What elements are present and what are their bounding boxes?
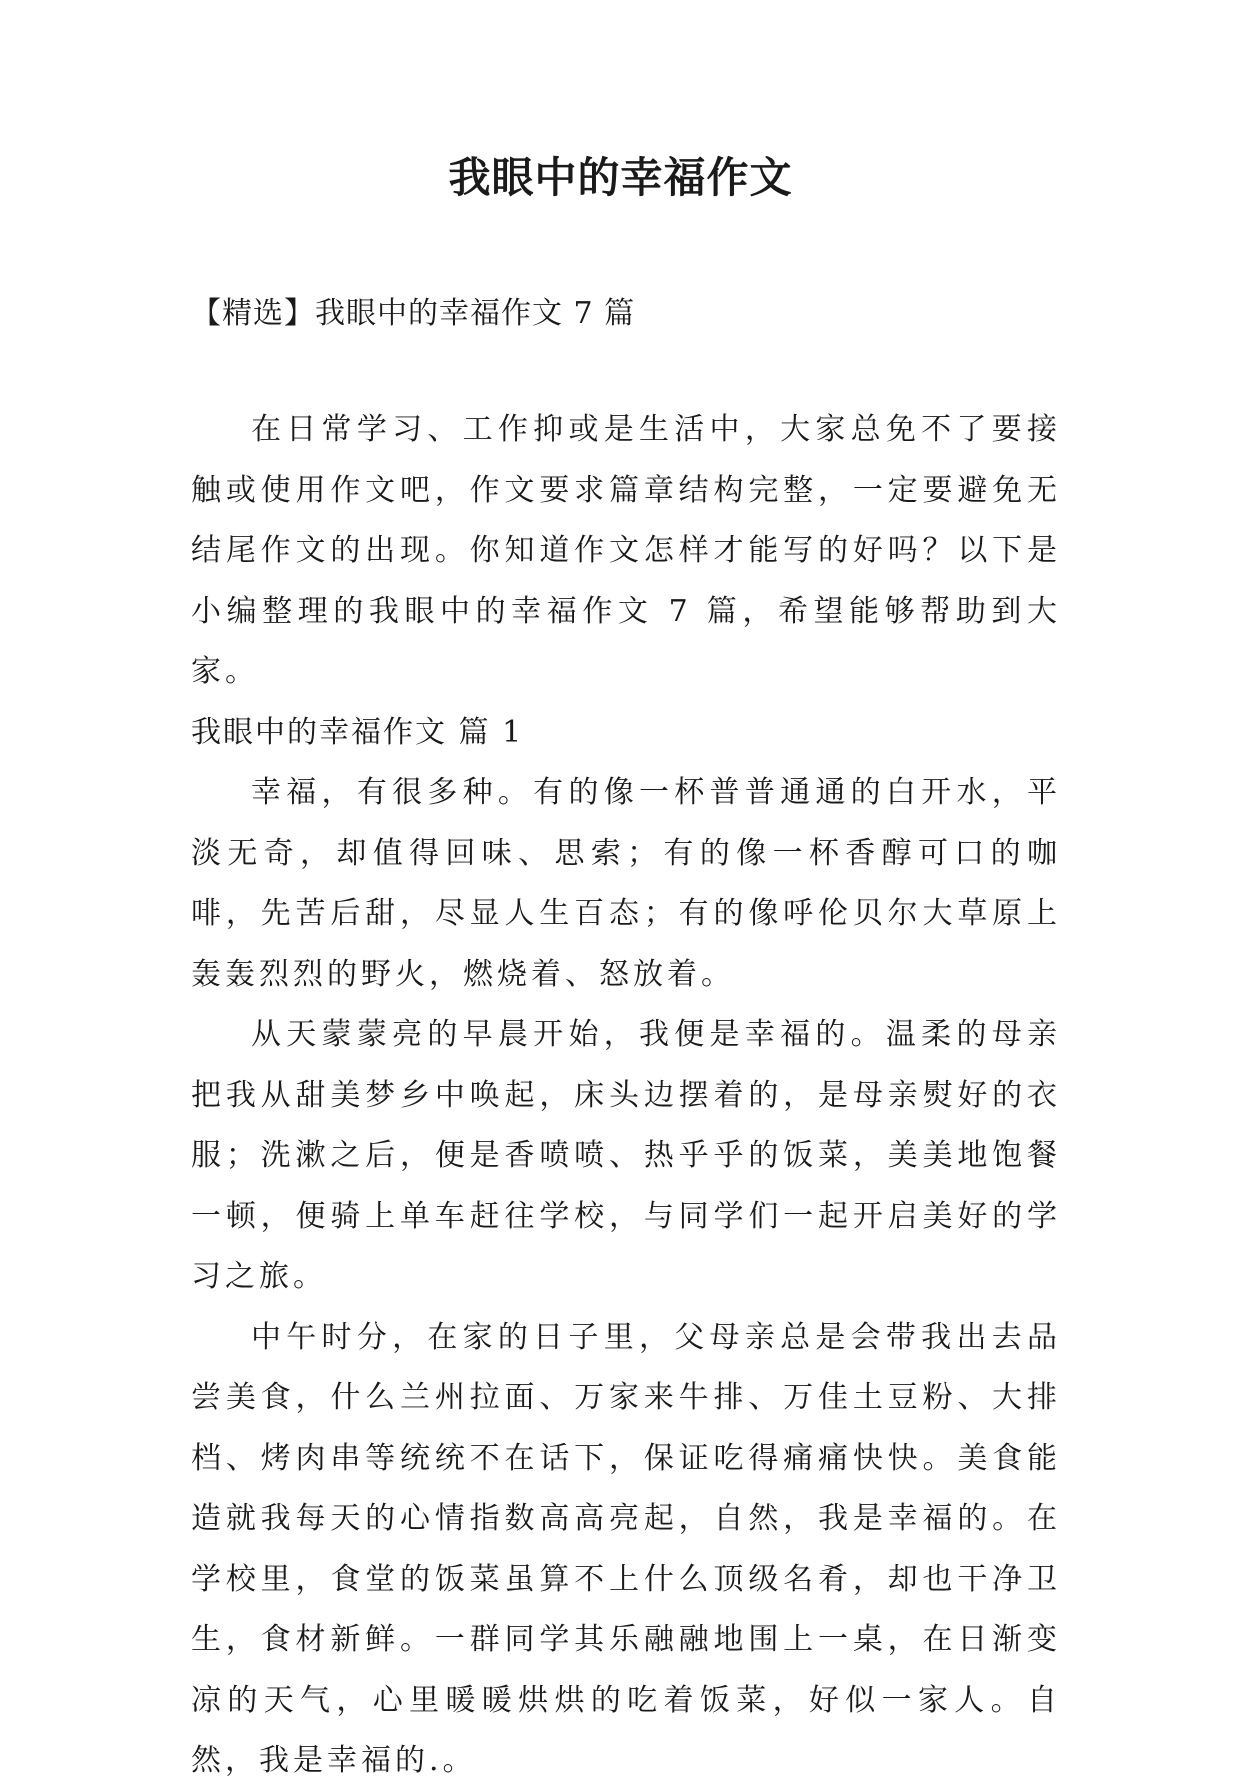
document-body xyxy=(191,400,1061,1792)
document-title: 我眼中的幸福作文 xyxy=(448,153,793,202)
body-paragraph: 中午时分，在家的日子里，父母亲总是会带我出去品尝美食，什么兰州拉面、万家来牛排、万佳土豆粉、大排档、烤肉串等统统不在话下，保证吃得痛痛快快。美食能造就我每天的心情指数高高亮起，自然，我是幸福的。在学校里，食堂的饭菜虽算不上什么顶级名肴，却也干净卫生，食材新鲜。一群同学其乐融融地围上一桌，在日渐变凉的天气，心里暖暖烘烘的吃着饭菜，好似一家人。自然，我是幸福的.。 xyxy=(191,1319,1061,1778)
document-subtitle: 【精选】我眼中的幸福作文 7 篇 xyxy=(191,296,636,331)
body-paragraph: 幸福，有很多种。有的像一杯普普通通的白开水，平淡无奇，却值得回味、思索；有的像一杯香醇可口的咖啡，先苦后甜，尽显人生百态；有的像呼伦贝尔大草原上轰轰烈烈的野火，燃烧着、怒放着。 xyxy=(191,775,1061,992)
section-heading: 我眼中的幸福作文 篇 1 xyxy=(191,714,524,750)
body-paragraph: 从天蒙蒙亮的早晨开始，我便是幸福的。温柔的母亲把我从甜美梦乡中唤起，床头边摆着的，是母亲熨好的衣服；洗漱之后，便是香喷喷、热乎乎的饭菜，美美地饱餐一顿，便骑上单车赶往学校，与同学们一起开启美好的学习之旅。 xyxy=(191,1017,1061,1294)
intro-paragraph: 在日常学习、工作抑或是生活中，大家总免不了要接触或使用作文吧，作文要求篇章结构完整，一定要避免无结尾作文的出现。你知道作文怎样才能写的好吗？以下是小编整理的我眼中的幸福作文 7 篇，希望能够帮助到大家。 xyxy=(191,412,1061,689)
